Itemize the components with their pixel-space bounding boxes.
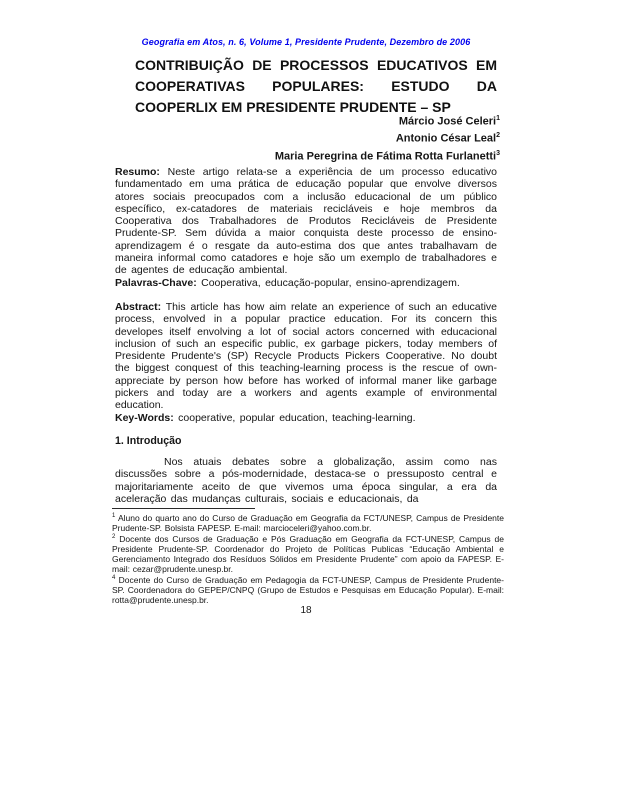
footnote-text-1: Aluno do quarto ano do Curso de Graduação em Geografia da FCT/UNESP, Campus de Presidente Prudente-SP. Bolsista FAPESP. E-mail: marcioceleri@yahoo.com.br. — [112, 512, 504, 533]
footnote-ref-1: 1 — [496, 115, 500, 122]
key-words-label: Key-Words: — [115, 411, 174, 424]
footnote-ref-2: 2 — [496, 132, 500, 140]
author-3 — [115, 147, 500, 164]
footnote-marker-1: 1 — [112, 513, 116, 519]
resumo-section — [115, 166, 497, 289]
author-name: Maria Peregrina de Fátima Rotta Furlanetti — [274, 150, 497, 163]
resumo-label: Resumo: — [115, 166, 160, 178]
author-2 — [115, 129, 500, 146]
article-title-line-3: COOPERLIX EM PRESIDENTE PRUDENTE – SP — [135, 99, 451, 115]
footnote-text-2: Docente dos Cursos de Graduação e Pós Graduação em Geografia da FCT-UNESP, Campus de Presidente Prudente-SP. Coordenador do Projeto de Políticas Publicas “Educação Ambiental e Gerenciamento Integrado dos Resíduos Sólidos em Presidente Prudente” com apoio da FAPESP. E-mail: cezar@prudente.unesp.br. — [112, 534, 504, 574]
abstract-label: Abstract: — [115, 301, 162, 313]
author-1 — [115, 112, 500, 129]
abstract-text: This article has how aim relate an experience of such an educative process, envolved in a popular practice education. For its concern this developes itself envolving a lot of social actors concerned with educacional inclusion of such an especific public, ex garbage pickers, today members of Presidente Prudente's (SP) Recycle Products Pickers Cooperative. No doubt the biggest conquest of this teaching-learning process is the rescue of own-appreciate by person how before has worked of informal maner like garbage pickers and today are a workers and agents example of environmental education. — [115, 301, 497, 412]
introduction-paragraph: Nos atuais debates sobre a globalização, assim como nas discussões sobre a pós-modernidade, destaca-se o pressuposto central e majoritariamente aceito de que vivemos uma época singular, a era da aceleração das mudanças culturais, sociais e educacionais, da — [115, 456, 497, 505]
abstract-section — [115, 301, 497, 424]
resumo-paragraph — [115, 166, 497, 277]
footnote-text-4: Docente do Curso de Graduação em Pedagogia da FCT-UNESP, Campus de Presidente Prudente-SP. Coordenadora do GEPEP/CNPQ (Grupo de Estudos e Pesquisas em Educação Popular). E-mail: rotta@prudente.unesp.br. — [112, 575, 504, 605]
introduction-section — [115, 456, 497, 505]
author-list — [115, 112, 500, 164]
footnote-1 — [112, 512, 504, 533]
footnote-4 — [112, 574, 504, 605]
article-title-line-1: CONTRIBUIÇÃO DE PROCESSOS EDUCATIVOS EM — [135, 57, 497, 73]
footnote-2 — [112, 533, 504, 574]
footnote-ref-3: 3 — [496, 149, 500, 157]
article-title — [135, 55, 497, 118]
article-title-line-2: COOPERATIVAS POPULARES: ESTUDO DA — [135, 78, 497, 94]
journal-header: Geografia em Atos, n. 6, Volume 1, Presidente Prudente, Dezembro de 2006 — [141, 37, 471, 47]
footnote-separator-rule — [112, 508, 255, 509]
palavras-chave-text: Cooperativa, educação-popular, ensino-aprendizagem. — [196, 276, 460, 289]
key-words-text: cooperative, popular education, teaching-learning. — [173, 411, 416, 424]
introduction-heading: 1. Introdução — [115, 435, 182, 447]
palavras-chave-label: Palavras-Chave: — [115, 276, 197, 289]
footnote-marker-4: 4 — [112, 575, 116, 582]
footnotes — [112, 512, 504, 606]
key-words-line — [115, 412, 497, 424]
author-name: Antonio César Leal — [395, 133, 497, 146]
abstract-paragraph — [115, 301, 497, 412]
footnote-marker-2: 2 — [112, 534, 116, 541]
author-name: Márcio José Celeri — [398, 115, 497, 128]
palavras-chave-line — [115, 277, 497, 289]
page-number: 18 — [300, 605, 312, 616]
resumo-text: Neste artigo relata-se a experiência de um processo educativo fundamentado em uma prática de educação popular que envolve diversos atores sociais preocupados com a inclusão educacional de um público específico, ex-catadores de materiais recicláveis e hoje membros da Cooperativa dos Trabalhadores de Produtos Recicláveis de Presidente Prudente-SP. Sem dúvida a maior conquista deste processo de ensino-aprendizagem é o resgate da auto-estima dos que antes trabalhavam de maneira informal como catadores e hoje são um exemplo de trabalhadores e de agentes de educação ambiental. — [115, 166, 497, 277]
